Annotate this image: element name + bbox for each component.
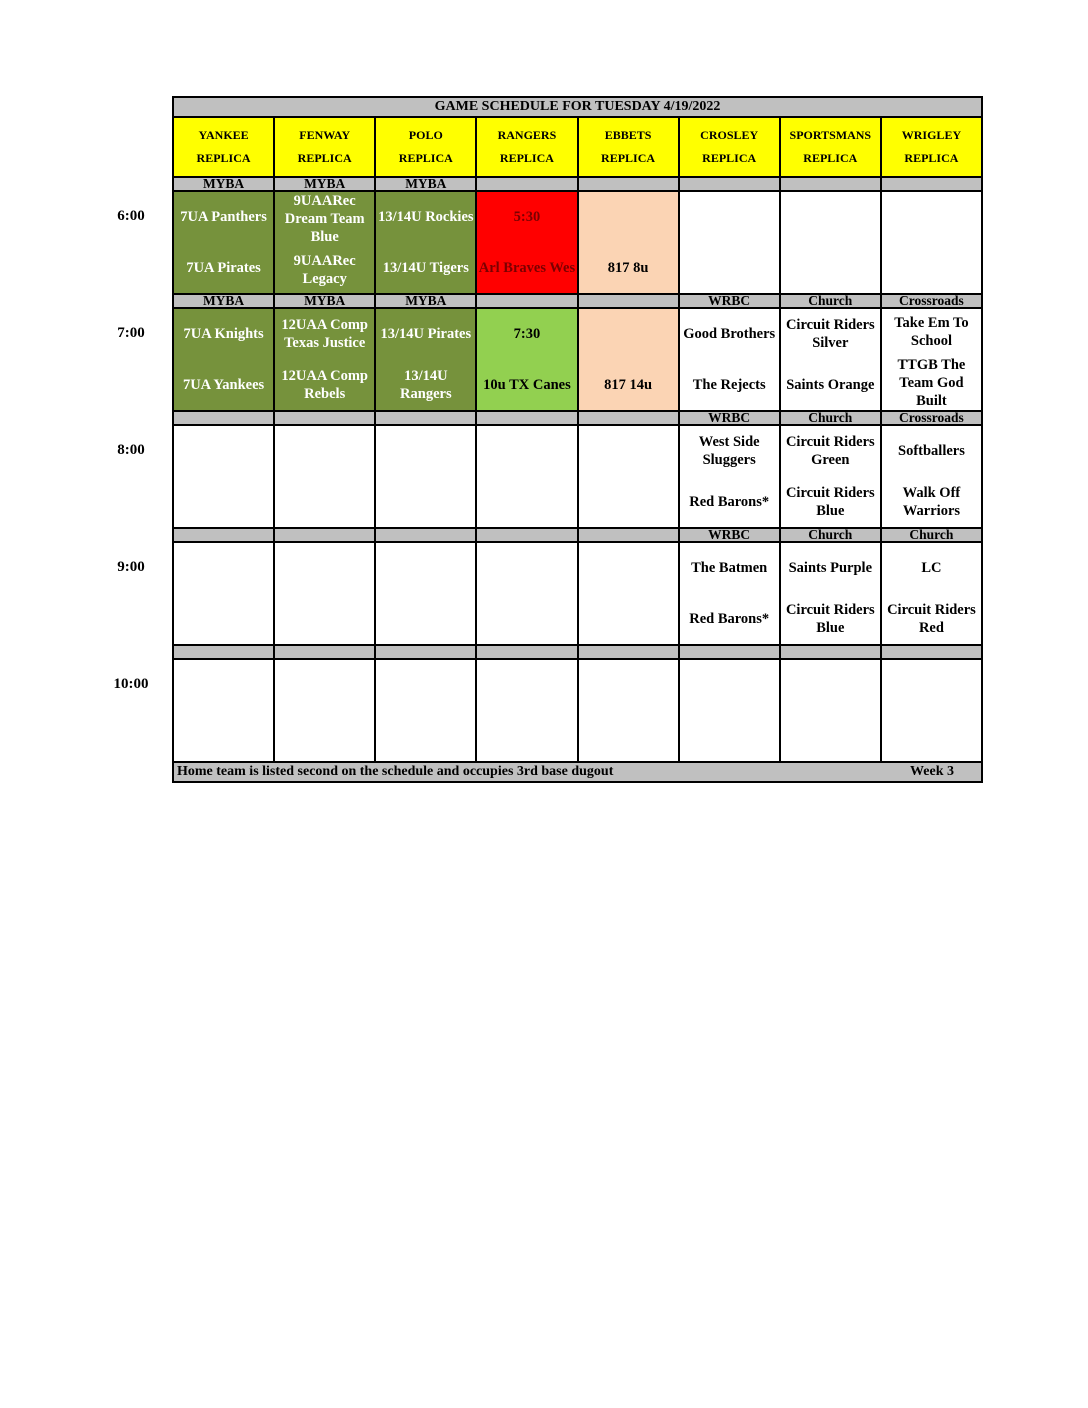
league-band-row: [173, 528, 982, 542]
matchup: [275, 192, 374, 293]
league-label: [679, 177, 780, 191]
away-team: [174, 426, 273, 477]
game-cell: [476, 308, 577, 411]
field-name: SPORTSMANS: [789, 128, 872, 143]
away-team: [477, 543, 576, 594]
game-cell: [173, 308, 274, 411]
matchup: [781, 543, 880, 644]
field-subtitle: REPLICA: [601, 151, 656, 165]
game-cell: [780, 308, 881, 411]
week-label: Week 3: [910, 763, 954, 779]
field-header: [375, 117, 476, 177]
field-header: [881, 117, 982, 177]
league-label: [476, 411, 577, 425]
home-team: [680, 243, 779, 294]
away-team: [579, 543, 678, 594]
away-team: [882, 660, 981, 711]
field-header: [578, 117, 679, 177]
field-name: YANKEE: [198, 128, 249, 143]
game-cell: [173, 425, 274, 528]
league-label: [578, 411, 679, 425]
league-label: Church: [780, 528, 881, 542]
matchup: [680, 426, 779, 527]
league-label: [375, 411, 476, 425]
league-label: MYBA: [375, 294, 476, 308]
league-label: Crossroads: [881, 411, 982, 425]
game-cell: [173, 659, 274, 762]
schedule-table: [172, 96, 983, 783]
home-team: [376, 477, 475, 528]
away-team: [680, 192, 779, 243]
league-label: Church: [780, 411, 881, 425]
field-name: POLO: [408, 128, 443, 143]
matchup: [477, 426, 576, 527]
home-team: [174, 711, 273, 762]
home-team: [477, 711, 576, 762]
away-team: [275, 543, 374, 594]
time-label: 7:00: [117, 324, 145, 341]
matchup: [579, 192, 678, 293]
game-cell: [274, 425, 375, 528]
footer-row: [173, 762, 982, 782]
away-team: [680, 660, 779, 711]
game-cell: [476, 659, 577, 762]
schedule-title: GAME SCHEDULE FOR TUESDAY 4/19/2022: [173, 97, 982, 117]
matchup: [275, 660, 374, 761]
matchup: [376, 192, 475, 293]
home-team: [376, 594, 475, 645]
league-label: [578, 294, 679, 308]
matchup: [680, 192, 779, 293]
away-team: 9UAARec Dream Team Blue: [284, 193, 365, 246]
matchup: [477, 660, 576, 761]
league-label: WRBC: [679, 294, 780, 308]
game-cell: [476, 191, 577, 294]
away-team: [376, 543, 475, 594]
matchup: [174, 660, 273, 761]
game-cell: [173, 542, 274, 645]
league-label: [780, 177, 881, 191]
away-team: [781, 660, 880, 711]
away-team: [882, 192, 981, 243]
home-team: Red Barons*: [689, 610, 770, 627]
game-cell: [679, 425, 780, 528]
field-header: [274, 117, 375, 177]
league-label: WRBC: [679, 528, 780, 542]
game-cell: [375, 542, 476, 645]
footer: [175, 764, 980, 781]
game-cell: [476, 425, 577, 528]
league-label: [274, 411, 375, 425]
time-slot-row: [173, 191, 982, 294]
game-cell: [780, 425, 881, 528]
game-cell: [578, 425, 679, 528]
away-team: [477, 660, 576, 711]
away-team: West Side Sluggers: [698, 434, 760, 469]
game-cell: [780, 191, 881, 294]
matchup: [781, 426, 880, 527]
matchup: [781, 660, 880, 761]
game-cell: [881, 542, 982, 645]
field-name: FENWAY: [299, 128, 351, 143]
home-team: The Rejects: [692, 376, 766, 393]
home-team: [781, 243, 880, 294]
game-cell: [679, 308, 780, 411]
home-team: [882, 711, 981, 762]
league-label: [881, 177, 982, 191]
game-cell: [375, 308, 476, 411]
home-team: [579, 477, 678, 528]
league-label: MYBA: [274, 177, 375, 191]
away-team: [275, 426, 374, 477]
time-slot-row: [173, 308, 982, 411]
game-cell: [881, 191, 982, 294]
field-header: [476, 117, 577, 177]
league-label: [476, 294, 577, 308]
time-label: 9:00: [117, 558, 145, 575]
league-label: WRBC: [679, 411, 780, 425]
game-cell: [679, 542, 780, 645]
game-cell: [375, 659, 476, 762]
league-label: [881, 645, 982, 659]
league-label: [274, 645, 375, 659]
away-team: Saints Purple: [788, 560, 872, 577]
away-team: Good Brothers: [683, 326, 776, 343]
away-team: 5:30: [513, 209, 541, 226]
away-team: 12UAA Comp Texas Justice: [281, 317, 368, 352]
matchup: [579, 426, 678, 527]
time-slot-row: [173, 542, 982, 645]
matchup: [376, 426, 475, 527]
league-label: [173, 411, 274, 425]
game-cell: [881, 659, 982, 762]
home-team: [174, 477, 273, 528]
league-label: [476, 177, 577, 191]
home-team: [477, 477, 576, 528]
home-team: 7UA Pirates: [186, 259, 261, 276]
away-team: [579, 426, 678, 477]
game-cell: [274, 308, 375, 411]
field-subtitle: REPLICA: [803, 151, 858, 165]
field-name: EBBETS: [604, 128, 652, 143]
home-team: TTGB The Team God Built: [897, 356, 966, 409]
away-team: [174, 660, 273, 711]
game-cell: [881, 425, 982, 528]
field-header: [780, 117, 881, 177]
home-team: Red Barons*: [689, 493, 770, 510]
game-cell: [578, 308, 679, 411]
game-cell: [476, 542, 577, 645]
home-team: Circuit Riders Blue: [785, 484, 875, 519]
matchup: [174, 192, 273, 293]
matchup: [680, 660, 779, 761]
home-team: 817 14u: [604, 376, 653, 393]
league-label: [274, 528, 375, 542]
matchup: [882, 660, 981, 761]
away-team: 7UA Knights: [183, 326, 264, 343]
home-team: [680, 711, 779, 762]
away-team: [376, 426, 475, 477]
league-band-row: [173, 645, 982, 659]
matchup: [781, 192, 880, 293]
away-team: [781, 192, 880, 243]
matchup: [477, 309, 576, 410]
game-cell: [375, 191, 476, 294]
field-subtitle: REPLICA: [499, 151, 554, 165]
matchup: [579, 660, 678, 761]
away-team: Circuit Riders Silver: [785, 317, 875, 352]
field-header-row: [173, 117, 982, 177]
away-team: 13/14U Rockies: [378, 209, 474, 226]
title-row: [173, 97, 982, 117]
away-team: Circuit Riders Green: [785, 434, 875, 469]
matchup: [680, 309, 779, 410]
home-team: 13/14U Rangers: [400, 367, 452, 402]
field-name: RANGERS: [497, 128, 557, 143]
league-label: [578, 528, 679, 542]
field-subtitle: REPLICA: [297, 151, 352, 165]
league-label: [578, 645, 679, 659]
matchup: [376, 309, 475, 410]
league-label: Church: [881, 528, 982, 542]
home-team: [477, 594, 576, 645]
home-team: 9UAARec Legacy: [293, 252, 356, 287]
game-cell: [679, 191, 780, 294]
league-label: MYBA: [274, 294, 375, 308]
matchup: [275, 426, 374, 527]
home-team: [781, 711, 880, 762]
away-team: The Batmen: [691, 560, 768, 577]
away-team: Take Em To School: [894, 315, 969, 350]
league-label: MYBA: [173, 294, 274, 308]
league-label: [173, 645, 274, 659]
matchup: [275, 543, 374, 644]
game-cell: [578, 659, 679, 762]
home-team: Arl Braves Wes: [478, 259, 576, 276]
field-subtitle: REPLICA: [702, 151, 757, 165]
matchup: [882, 543, 981, 644]
matchup: [477, 192, 576, 293]
league-label: [375, 645, 476, 659]
matchup: [882, 426, 981, 527]
home-team: [579, 594, 678, 645]
home-team: 12UAA Comp Rebels: [281, 367, 368, 402]
game-cell: [578, 542, 679, 645]
time-label: 10:00: [113, 675, 149, 692]
game-cell: [274, 542, 375, 645]
footer-cell: [173, 762, 982, 782]
matchup: [477, 543, 576, 644]
home-team: [275, 711, 374, 762]
matchup: [174, 309, 273, 410]
game-cell: [274, 659, 375, 762]
home-team: 13/14U Tigers: [382, 259, 469, 276]
matchup: [376, 660, 475, 761]
home-team: 817 8u: [607, 259, 649, 276]
away-team: [579, 192, 678, 243]
matchup: [882, 309, 981, 410]
home-team: [275, 477, 374, 528]
away-team: [174, 543, 273, 594]
home-team: 7UA Yankees: [182, 376, 265, 393]
league-label: MYBA: [375, 177, 476, 191]
home-team: [275, 594, 374, 645]
away-team: 7UA Panthers: [180, 209, 267, 226]
league-band-row: [173, 177, 982, 191]
field-subtitle: REPLICA: [398, 151, 453, 165]
time-slot-row: [173, 425, 982, 528]
away-team: [376, 660, 475, 711]
league-label: MYBA: [173, 177, 274, 191]
away-team: [579, 309, 678, 360]
matchup: [275, 309, 374, 410]
league-label: [173, 528, 274, 542]
matchup: [376, 543, 475, 644]
home-team: Circuit Riders Blue: [785, 601, 875, 636]
home-team: [579, 711, 678, 762]
game-cell: [679, 659, 780, 762]
time-label: 8:00: [117, 441, 145, 458]
matchup: [579, 309, 678, 410]
home-team: Walk Off Warriors: [902, 484, 961, 519]
game-cell: [173, 191, 274, 294]
league-band-row: [173, 294, 982, 308]
time-slot-row: [173, 659, 982, 762]
home-team: [174, 594, 273, 645]
league-label: [375, 528, 476, 542]
away-team: 7:30: [513, 326, 541, 343]
home-team: [376, 711, 475, 762]
home-team: Circuit Riders Red: [887, 601, 976, 636]
field-header: [679, 117, 780, 177]
league-label: [476, 645, 577, 659]
game-cell: [780, 659, 881, 762]
home-team: Saints Orange: [786, 376, 875, 393]
league-band-row: [173, 411, 982, 425]
field-subtitle: REPLICA: [196, 151, 251, 165]
matchup: [579, 543, 678, 644]
matchup: [174, 426, 273, 527]
field-subtitle: REPLICA: [904, 151, 959, 165]
away-team: LC: [921, 560, 942, 577]
time-label: 6:00: [117, 207, 145, 224]
league-label: [476, 528, 577, 542]
game-cell: [578, 191, 679, 294]
league-label: [679, 645, 780, 659]
home-team: 10u TX Canes: [483, 376, 571, 393]
game-cell: [780, 542, 881, 645]
field-name: WRIGLEY: [901, 128, 962, 143]
game-cell: [274, 191, 375, 294]
away-team: [579, 660, 678, 711]
league-label: Church: [780, 294, 881, 308]
matchup: [781, 309, 880, 410]
league-label: [780, 645, 881, 659]
matchup: [680, 543, 779, 644]
home-team: [882, 243, 981, 294]
league-label: [578, 177, 679, 191]
game-cell: [881, 308, 982, 411]
home-team-note: Home team is listed second on the schedule and occupies 3rd base dugout: [177, 763, 614, 779]
matchup: [882, 192, 981, 293]
game-cell: [375, 425, 476, 528]
field-name: CROSLEY: [700, 128, 759, 143]
field-header: [173, 117, 274, 177]
matchup: [174, 543, 273, 644]
away-team: [275, 660, 374, 711]
league-label: Crossroads: [881, 294, 982, 308]
away-team: Softballers: [898, 443, 965, 460]
away-team: 13/14U Pirates: [380, 326, 472, 343]
away-team: [477, 426, 576, 477]
